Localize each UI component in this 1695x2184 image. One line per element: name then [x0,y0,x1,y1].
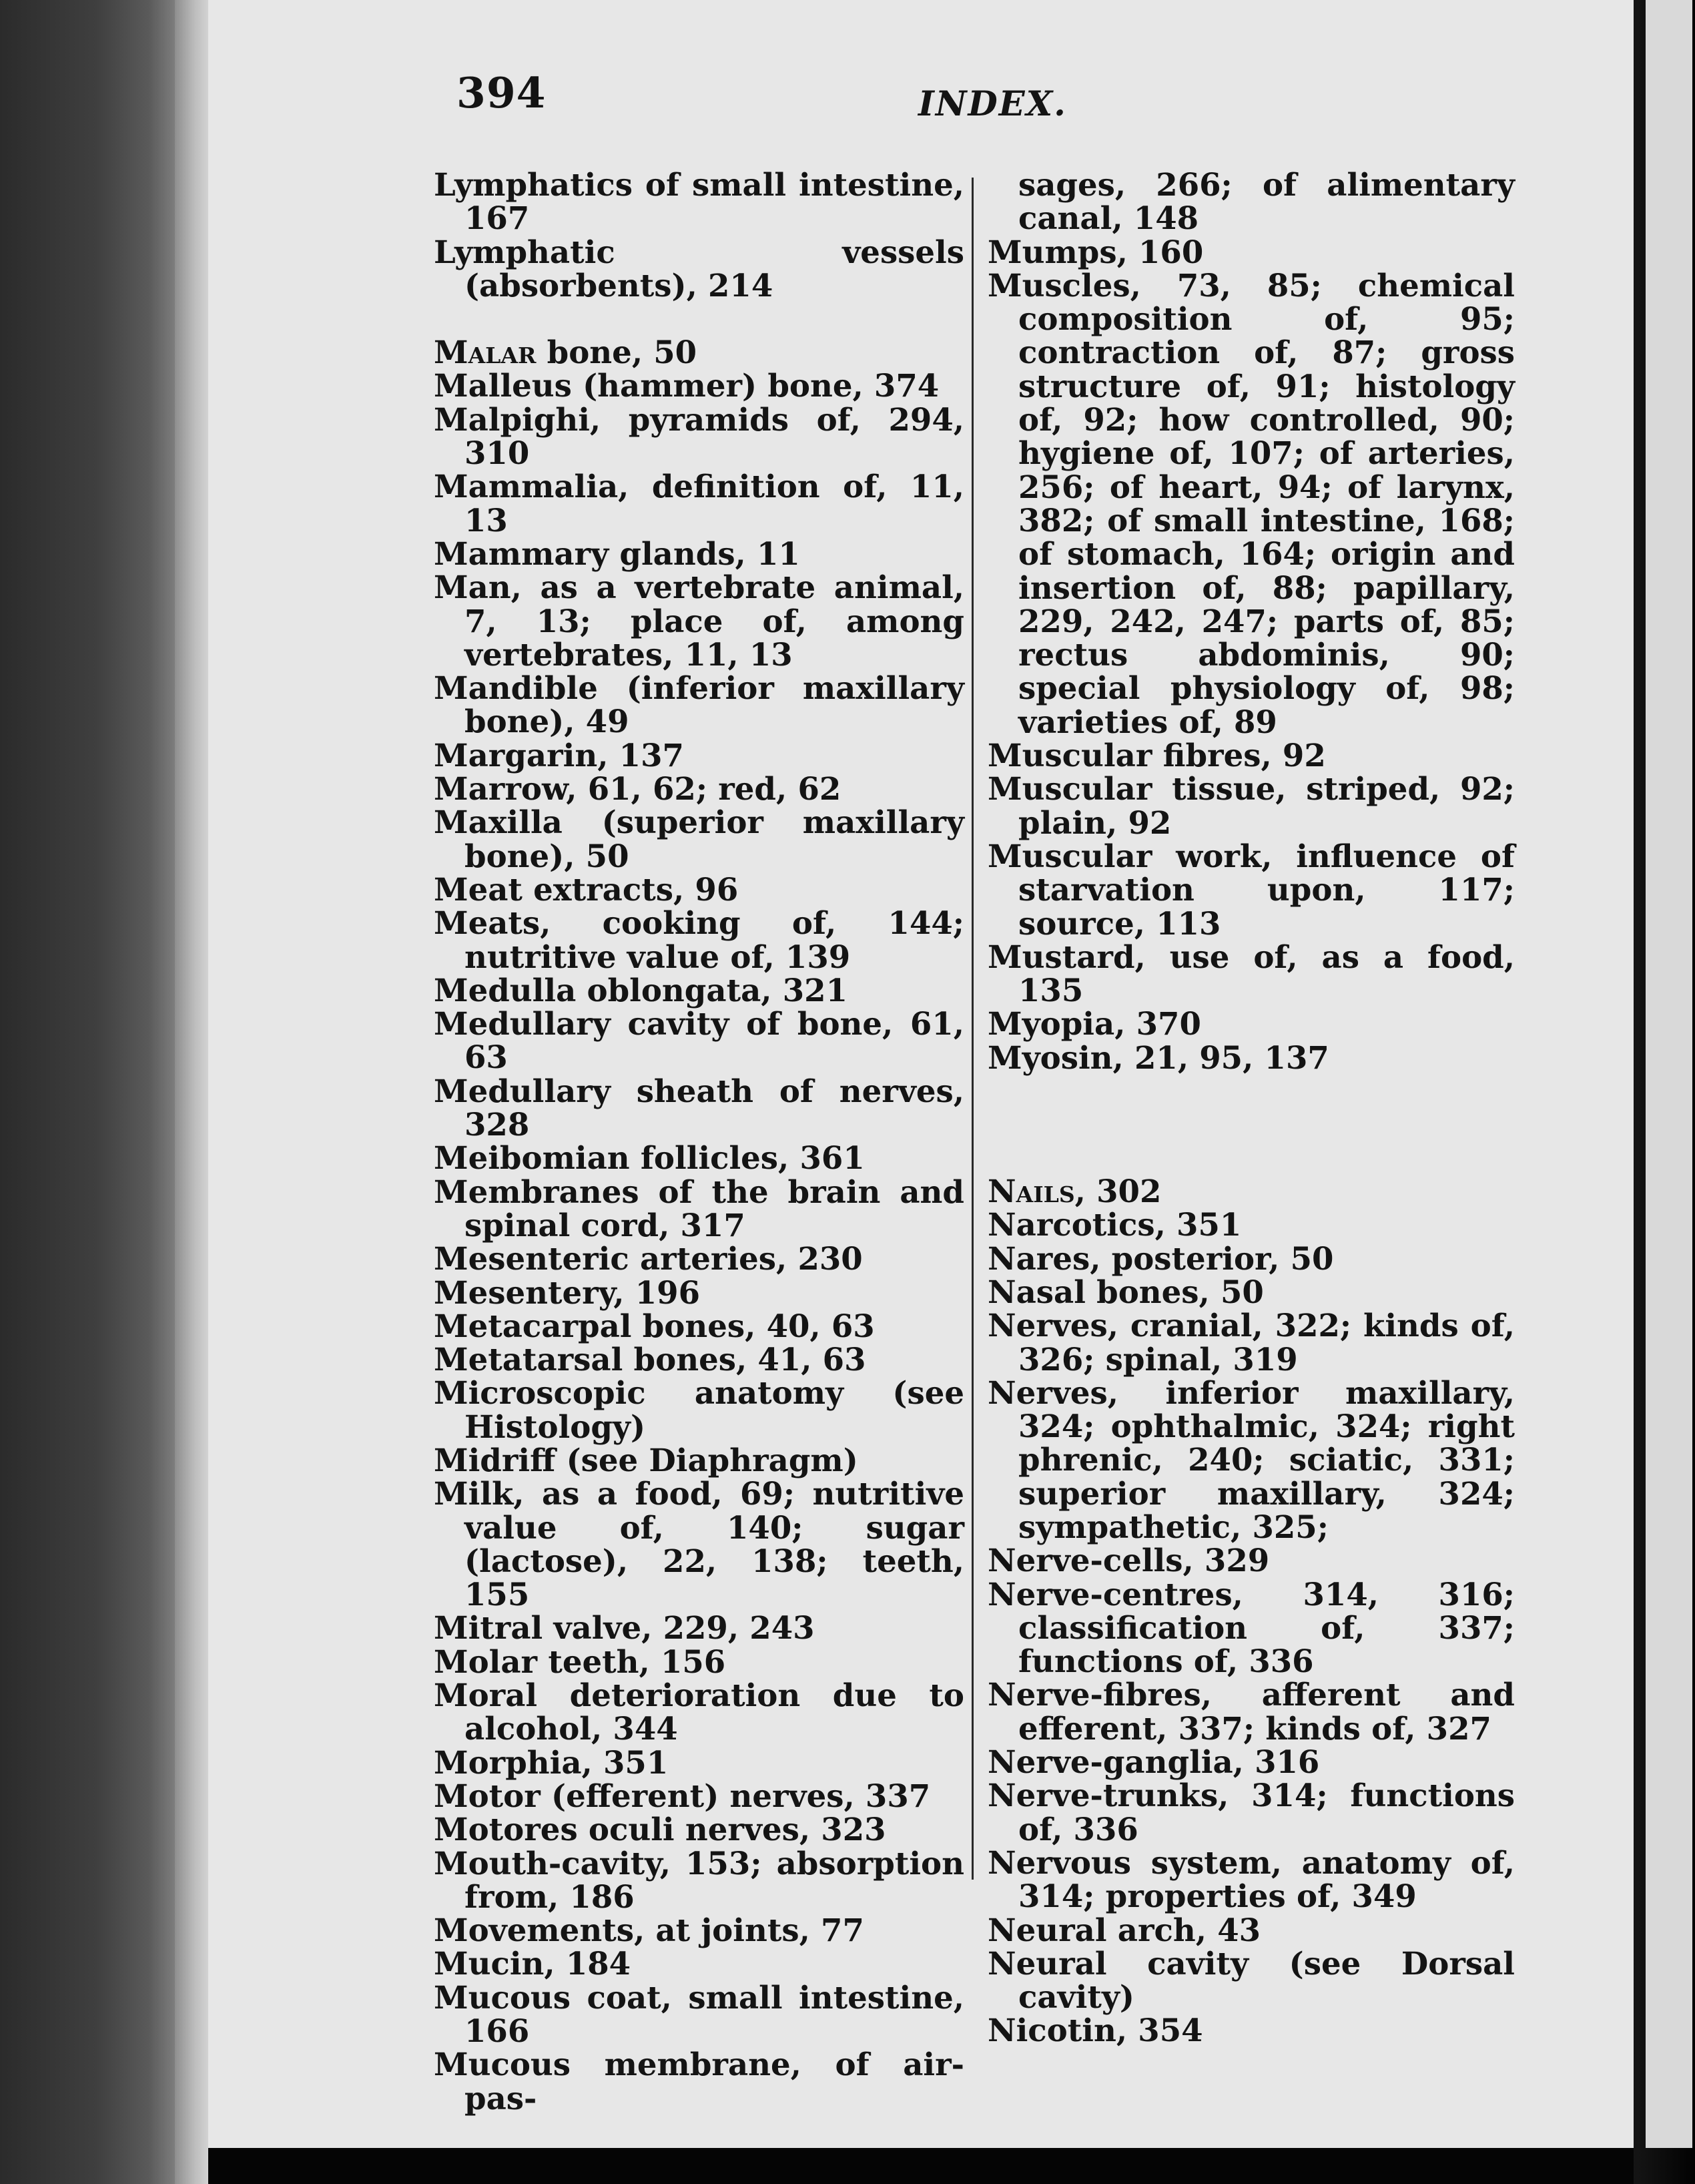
entry-text: Metacarpal bones, 40, 63 [434,1307,875,1344]
index-entry [434,1242,964,1276]
index-entry [434,906,964,974]
index-entry [434,1844,964,1915]
entry-text: sages, 266; of alimentary canal, 148 [1018,166,1515,237]
index-entry [434,772,964,806]
entry-text: bone, 50 [536,334,697,371]
index-entry [988,1376,1515,1544]
entry-text: Myopia, 370 [988,1005,1201,1043]
index-entry [988,266,1515,740]
entry-text: Nerve-cells, 329 [988,1542,1270,1579]
entry-text: Mammalia, definition of, 11, 13 [434,468,964,539]
entry-text: Molar teeth, 156 [434,1643,726,1680]
entry-text: Margarin, 137 [434,736,684,774]
entry-text: Medulla oblongata, 321 [434,971,848,1009]
entry-text: Malpighi, pyramids of, 294, 310 [434,400,964,472]
running-head: INDEX. [918,84,1067,124]
index-entry [434,1743,964,1781]
index-entry [988,1745,1515,1779]
index-column-right [988,168,1515,2048]
column-divider [972,178,974,1880]
index-entry [434,1645,964,1679]
entry-text: Lymphatics of small intestine, 167 [434,166,964,237]
index-entry [434,1441,964,1478]
index-entry [434,1947,964,1980]
entry-text: Metatarsal bones, 41, 63 [434,1341,866,1378]
index-entry [434,1276,964,1310]
index-entry [988,233,1515,270]
entry-text: Meibomian follicles, 361 [434,1139,865,1177]
index-entry [434,971,964,1009]
index-entry [434,1611,964,1645]
index-entry [434,1777,964,1814]
entry-text: Mumps, 160 [988,233,1204,270]
entry-text: Mucin, 184 [434,1945,631,1982]
entry-text: Morphia, 351 [434,1743,669,1781]
entry-text: Midriff (see Diaphragm) [434,1441,858,1478]
entry-text: Narcotics, 351 [988,1206,1242,1244]
index-entry [988,1041,1515,1075]
index-entry [434,369,964,402]
entry-text: Nasal bones, 50 [988,1273,1264,1310]
index-entry [434,1914,964,1947]
page-gutter [175,0,208,2184]
entry-text: Lymphatic vessels (absorbents), 214 [434,233,964,304]
entry-text: Nerves, cranial, 322; kinds of, 326; spinal, 319 [988,1307,1515,1378]
index-entry [434,470,964,537]
entry-text: Muscular work, influence of starvation upon, 117; source, 113 [988,837,1515,942]
entry-text: Mitral valve, 229, 243 [434,1609,815,1647]
index-entry [988,1208,1515,1242]
index-entry [988,940,1515,1008]
book-binding-edge [0,0,175,2184]
entry-text: Mouth-cavity, 153; absorption from, 186 [434,1844,964,1915]
entry-text: Marrow, 61, 62; red, 62 [434,770,841,808]
next-page-edge [1646,0,1692,2148]
index-entry [988,1175,1515,1208]
entry-text: Moral deterioration due to alcohol, 344 [434,1677,964,1747]
entry-text: Medullary cavity of bone, 61, 63 [434,1005,964,1076]
index-entry [434,1679,964,1746]
entry-text: Membranes of the brain and spinal cord, 317 [434,1173,964,1244]
index-entry [434,1072,964,1143]
index-entry [434,168,964,236]
index-entry [434,806,964,873]
index-entry [988,1242,1515,1276]
entry-text: Nicotin, 354 [988,2012,1203,2049]
entry-text: Mesenteric arteries, 230 [434,1240,863,1278]
entry-text: Mucous membrane, of air-pas- [434,2046,964,2117]
index-entry [434,1343,964,1376]
entry-text: , 302 [1074,1173,1162,1210]
index-entry [434,233,964,304]
entry-text: Milk, as a food, 69; nutritive value of, 140; sugar (lactose), 22, 138; teeth, 155 [434,1475,964,1613]
index-entry [434,2048,964,2115]
entry-text: Muscles, 73, 85; chemical composition of, 95; contraction of, 87; gross structure of, 91; histology of, 92; how controlled, 90; hygiene of, 107; of arteries, 256; of heart, 94; of larynx, 382; of small intestine, 168; of stomach, 164; origin and insertion of, 88; papillary, 229, 242, 247; parts of, 85; rectus abdominis, 90; special physiology of, 98; varieties of, 89 [988,266,1515,740]
index-entry [434,571,964,671]
entry-text: Medullary sheath of nerves, 328 [434,1072,964,1143]
index-entry [434,1813,964,1846]
entry-text: Meat extracts, 96 [434,870,739,908]
entry-text: Nerves, inferior maxillary, 324; ophthalmic, 324; right phrenic, 240; sciatic, 331; superior maxillary, 324; sympathetic, 325; [988,1374,1515,1545]
entry-text: Nerve-trunks, 314; functions of, 336 [988,1777,1515,1848]
index-entry [988,1544,1515,1577]
entry-text: Neural cavity (see Dorsal cavity) [988,1944,1515,2016]
page-number: 394 [456,68,547,117]
index-entry [434,400,964,472]
index-entry [434,671,964,739]
index-entry [988,2014,1515,2047]
entry-text: Maxilla (superior maxillary bone), 50 [434,804,964,874]
index-entry [988,739,1515,772]
index-entry [988,1678,1515,1745]
entry-text: Nerve-ganglia, 316 [988,1743,1320,1781]
index-entry [434,1307,964,1344]
entry-text: Mandible (inferior maxillary bone), 49 [434,669,964,740]
index-entry [434,336,964,369]
index-entry [988,837,1515,942]
entry-text: Meats, cooking of, 144; nutritive value of, 139 [434,904,964,975]
index-entry [988,1911,1515,1948]
index-entry [988,1273,1515,1310]
entry-text: Muscular tissue, striped, 92; plain, 92 [988,770,1515,841]
entry-text: Myosin, 21, 95, 137 [988,1039,1329,1076]
index-entry [988,1779,1515,1846]
index-entry [434,870,964,908]
entry-text: Mammary glands, 11 [434,535,800,572]
entry-text: Mustard, use of, as a food, 135 [988,938,1515,1009]
entry-text: Mesentery, 196 [434,1274,701,1311]
index-entry [988,168,1515,236]
index-entry [434,1978,964,2050]
entry-text: Nervous system, anatomy of, 314; properties of, 349 [988,1844,1515,1915]
index-entry [988,1846,1515,1914]
entry-text: Microscopic anatomy (see Histology) [434,1374,964,1445]
index-entry [988,1944,1515,2016]
index-entry [434,537,964,571]
entry-text: Man, as a vertebrate animal, 7, 13; place of, among vertebrates, 11, 13 [434,569,964,673]
index-entry [988,1575,1515,1680]
entry-text: Motores oculi nerves, 323 [434,1811,886,1848]
index-entry [434,1007,964,1075]
index-entry [434,1141,964,1175]
entry-text: Nerve-centres, 314, 316; classification of, 337; functions of, 336 [988,1575,1515,1680]
entry-text: Neural arch, 43 [988,1911,1261,1948]
entry-text: Mucous coat, small intestine, 166 [434,1978,964,2050]
letter-section-head: Malar [434,334,537,371]
index-entry [988,1007,1515,1041]
index-entry [434,1477,964,1611]
entry-text: Movements, at joints, 77 [434,1912,864,1949]
entry-text: Nares, posterior, 50 [988,1240,1334,1277]
index-entry [988,1309,1515,1376]
entry-text: Muscular fibres, 92 [988,737,1326,774]
index-entry [434,736,964,774]
index-entry [988,772,1515,840]
letter-section-head: Nails [988,1173,1075,1210]
entry-text: Malleus (hammer) bone, 374 [434,367,940,404]
entry-text: Nerve-fibres, afferent and efferent, 337; kinds of, 327 [988,1676,1515,1747]
entry-text: Motor (efferent) nerves, 337 [434,1777,931,1814]
index-entry [434,1175,964,1243]
index-column-left [434,168,964,2115]
index-entry [434,1376,964,1444]
